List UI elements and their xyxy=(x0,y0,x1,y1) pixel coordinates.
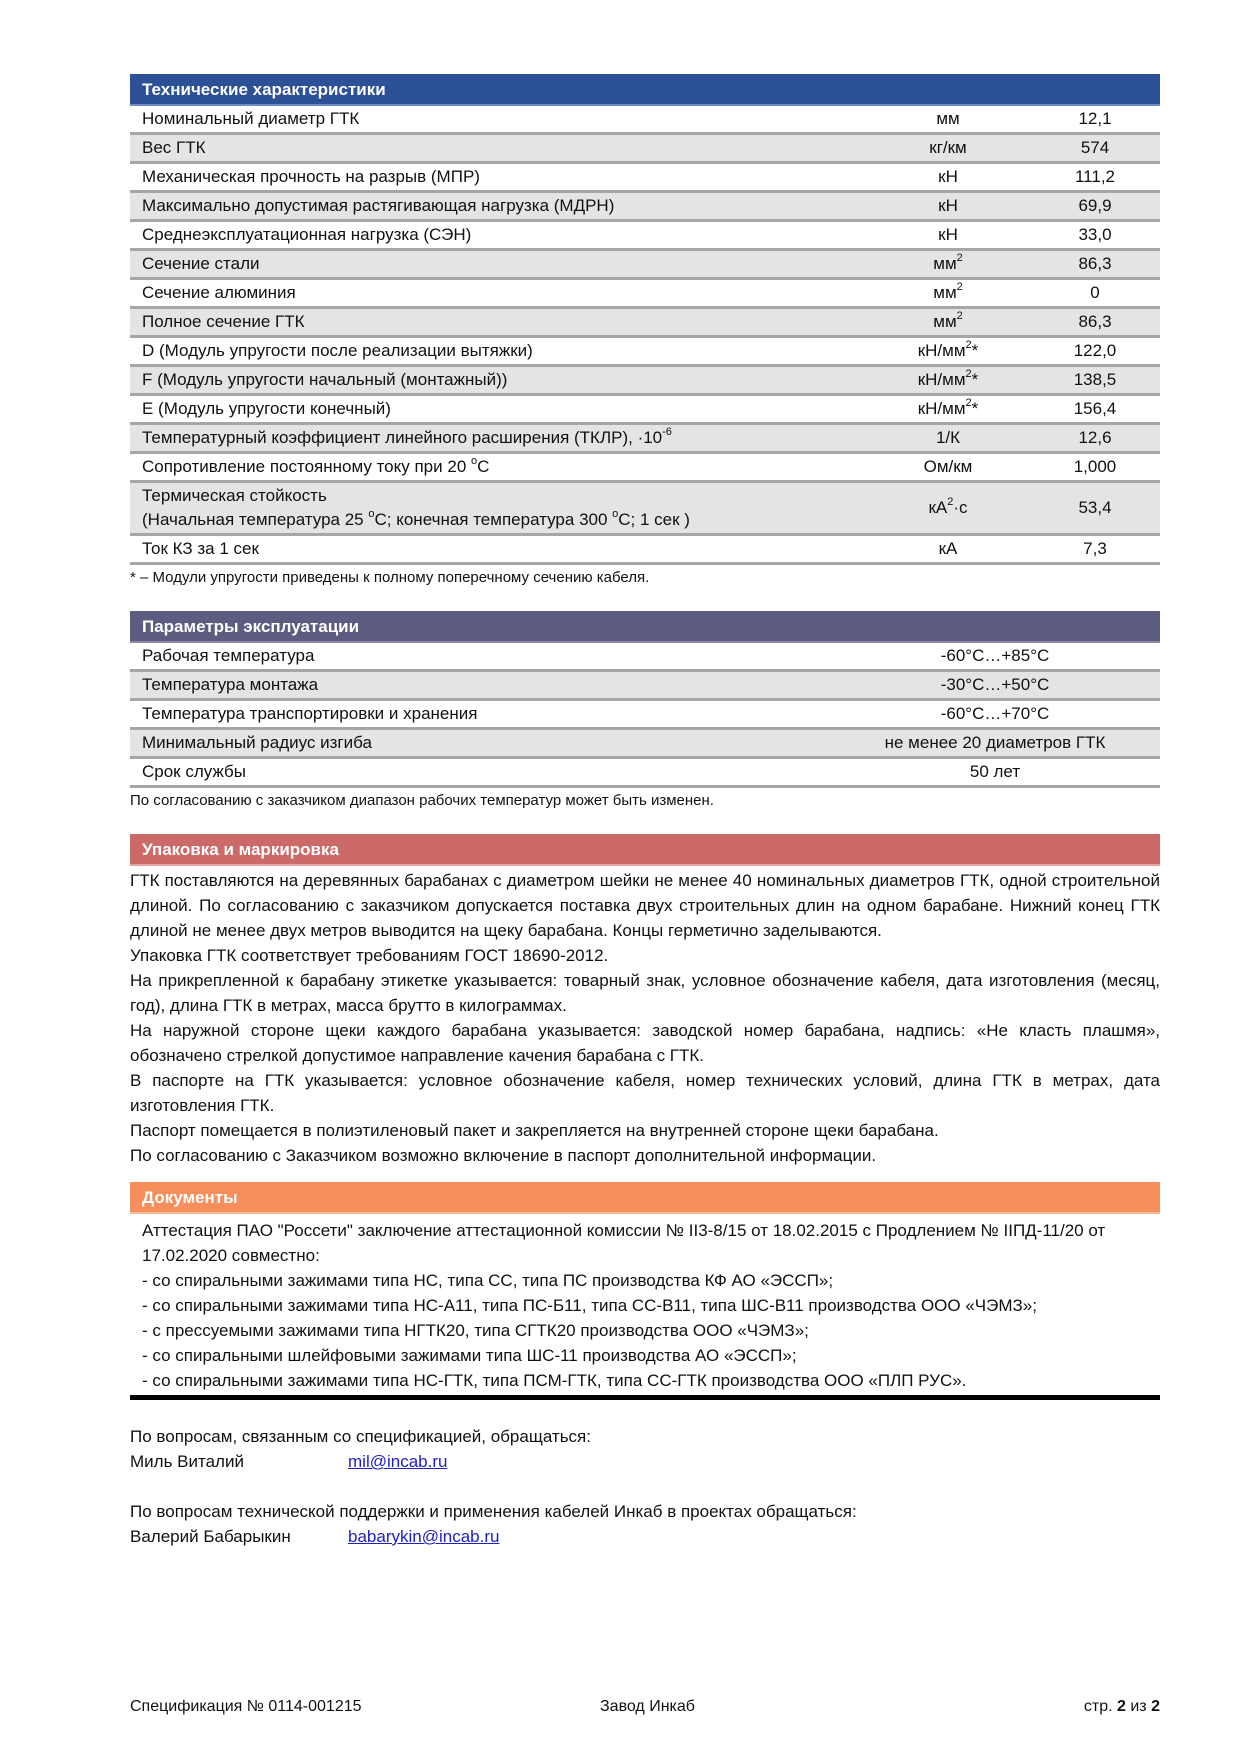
param-value: 111,2 xyxy=(1030,163,1160,192)
documents-line: - со спиральными зажимами типа НС, типа СС, типа ПС производства КФ АО «ЭССП»; xyxy=(142,1271,834,1290)
param-name: Ток КЗ за 1 сек xyxy=(130,535,866,564)
param-value: 33,0 xyxy=(1030,221,1160,250)
table-row xyxy=(130,279,1160,308)
param-value: 53,4 xyxy=(1030,482,1160,535)
table-row xyxy=(130,192,1160,221)
table-row xyxy=(130,395,1160,424)
packaging-paragraph: Упаковка ГТК соответствует требованиям ГОСТ 18690-2012. xyxy=(130,946,609,965)
packaging-paragraph: На прикрепленной к барабану этикетке указывается: товарный знак, условное обозначение кабеля, дата изготовления (месяц, год), длина ГТК в метрах, масса брутто в килограммах. xyxy=(130,971,1160,1015)
param-value: 1,000 xyxy=(1030,453,1160,482)
param-value: -60°C…+85°C xyxy=(830,643,1160,671)
param-unit: кА xyxy=(866,535,1030,564)
param-name: Рабочая температура xyxy=(130,643,830,671)
documents-line: - со спиральными шлейфовыми зажимами типа ШС-11 производства АО «ЭССП»; xyxy=(142,1346,797,1365)
temperature-note: По согласованию с заказчиком диапазон рабочих температур может быть изменен. xyxy=(130,792,714,809)
param-unit: кН xyxy=(866,221,1030,250)
param-value: 86,3 xyxy=(1030,308,1160,337)
table-row xyxy=(130,221,1160,250)
param-name: Температурный коэффициент линейного расширения (ТКЛР), $\cdot 10^{-6}$ xyxy=(130,424,866,453)
param-unit: $кН/мм^2*$ xyxy=(866,395,1030,424)
contacts-block xyxy=(130,1424,1160,1549)
param-value: 12,6 xyxy=(1030,424,1160,453)
param-value: 138,5 xyxy=(1030,366,1160,395)
param-name: Номинальный диаметр ГТК xyxy=(130,106,866,134)
param-unit: кН xyxy=(866,192,1030,221)
param-value: 69,9 xyxy=(1030,192,1160,221)
packaging-paragraph: ГТК поставляются на деревянных барабанах с диаметром шейки не менее 40 номинальных диаметров ГТК, одной строительной длиной. По согласованию с заказчиком допускается поставка двух строительных длин на одном барабане. Нижний конец ГТК длиной не менее двух метров выводится на щеку барабана. Концы герметично заделываются. xyxy=(130,871,1160,940)
packaging-paragraph: По согласованию с Заказчиком возможно включение в паспорт дополнительной информации. xyxy=(130,1146,877,1165)
technical-table xyxy=(130,106,1160,565)
packaging-text xyxy=(130,866,1160,1168)
param-unit: $мм^2$ xyxy=(866,279,1030,308)
spec-contact-name: Миль Виталий xyxy=(130,1452,244,1471)
table-row xyxy=(130,250,1160,279)
page-number: стр. 2 из 2 xyxy=(1083,1698,1160,1715)
param-name: Сечение стали xyxy=(130,250,866,279)
table-row xyxy=(130,134,1160,163)
spec-contact-email-link[interactable]: mil@incab.ru xyxy=(348,1452,448,1471)
param-unit: $кН/мм^2*$ xyxy=(866,366,1030,395)
param-name: F (Модуль упругости начальный (монтажный)) xyxy=(130,366,866,395)
table-row xyxy=(130,535,1160,564)
support-contact-row xyxy=(130,1524,1160,1549)
param-value: 0 xyxy=(1030,279,1160,308)
operation-section-header: Параметры эксплуатации xyxy=(130,611,1160,643)
param-name: Минимальный радиус изгиба xyxy=(130,729,830,758)
param-name: Сопротивление постоянному току при 20 $^о$С xyxy=(130,453,866,482)
param-name: Вес ГТК xyxy=(130,134,866,163)
documents-section-header: Документы xyxy=(130,1182,1160,1214)
param-unit: кН xyxy=(866,163,1030,192)
param-value: 122,0 xyxy=(1030,337,1160,366)
documents-line: Аттестация ПАО "Россети" заключение аттестационной комиссии № II3-8/15 от 18.02.2015 с Продлением № IIПД-11/20 от 17.02.2020 совместно: xyxy=(142,1221,1106,1265)
packaging-section-header: Упаковка и маркировка xyxy=(130,834,1160,866)
param-name: D (Модуль упругости после реализации вытяжки) xyxy=(130,337,866,366)
param-value: -60°C…+70°C xyxy=(830,700,1160,729)
param-unit: $мм^2$ xyxy=(866,250,1030,279)
table-row xyxy=(130,308,1160,337)
operation-table xyxy=(130,643,1160,788)
param-name: Температура монтажа xyxy=(130,671,830,700)
param-name: Максимально допустимая растягивающая нагрузка (МДРН) xyxy=(130,192,866,221)
packaging-paragraph: В паспорте на ГТК указывается: условное обозначение кабеля, номер технических условий, длина ГТК в метрах, дата изготовления ГТК. xyxy=(130,1071,1160,1115)
param-value: не менее 20 диаметров ГТК xyxy=(830,729,1160,758)
param-unit: 1/К xyxy=(866,424,1030,453)
support-contact-intro: По вопросам технической поддержки и применения кабелей Инкаб в проектах обращаться: xyxy=(130,1502,857,1521)
documents-line: - с прессуемыми зажимами типа НГТК20, типа СГТК20 производства ООО «ЧЭМЗ»; xyxy=(142,1321,809,1340)
param-name: Сечение алюминия xyxy=(130,279,866,308)
table-row xyxy=(130,106,1160,134)
table-row xyxy=(130,163,1160,192)
param-name: Среднеэксплуатационная нагрузка (СЭН) xyxy=(130,221,866,250)
param-value: 156,4 xyxy=(1030,395,1160,424)
elasticity-footnote: * – Модули упругости приведены к полному поперечному сечению кабеля. xyxy=(130,569,650,586)
page-footer xyxy=(130,1698,1160,1716)
param-unit: кг/км xyxy=(866,134,1030,163)
table-row xyxy=(130,366,1160,395)
table-row xyxy=(130,700,1160,729)
table-row xyxy=(130,453,1160,482)
spec-contact-intro: По вопросам, связанным со спецификацией, обращаться: xyxy=(130,1427,591,1446)
param-name: Механическая прочность на разрыв (МПР) xyxy=(130,163,866,192)
table-row xyxy=(130,482,1160,535)
documents-text xyxy=(130,1214,1160,1400)
param-name: Полное сечение ГТК xyxy=(130,308,866,337)
param-unit: мм xyxy=(866,106,1030,134)
param-unit: $кА^2\cdot с$ xyxy=(866,482,1030,535)
table-row xyxy=(130,671,1160,700)
table-row xyxy=(130,758,1160,787)
param-value: 50 лет xyxy=(830,758,1160,787)
table-row xyxy=(130,643,1160,671)
param-value: 7,3 xyxy=(1030,535,1160,564)
table-row xyxy=(130,729,1160,758)
packaging-paragraph: На наружной стороне щеки каждого барабана указывается: заводской номер барабана, надпись: «Не класть плашмя», обозначено стрелкой допустимое направление качения барабана с ГТК. xyxy=(130,1021,1160,1065)
param-value: 12,1 xyxy=(1030,106,1160,134)
document-page xyxy=(130,0,1160,1549)
documents-line: - со спиральными зажимами типа НС-А11, типа ПС-Б11, типа СС-В11, типа ШС-В11 производства ООО «ЧЭМЗ»; xyxy=(142,1296,1037,1315)
param-value: -30°C…+50°C xyxy=(830,671,1160,700)
param-name: Термическая стойкость (Начальная температура 25 $^о$С; конечная температура 300 $^о$С; 1 сек ) xyxy=(130,482,866,535)
technical-section-header: Технические характеристики xyxy=(130,74,1160,106)
support-contact-name: Валерий Бабарыкин xyxy=(130,1527,291,1546)
param-unit: Ом/км xyxy=(866,453,1030,482)
param-unit: $кН/мм^2*$ xyxy=(866,337,1030,366)
spec-number: Спецификация № 0114-001215 xyxy=(130,1698,362,1715)
packaging-paragraph: Паспорт помещается в полиэтиленовый пакет и закрепляется на внутренней стороне щеки барабана. xyxy=(130,1121,939,1140)
param-value: 86,3 xyxy=(1030,250,1160,279)
documents-line: - со спиральными зажимами типа НС-ГТК, типа ПСМ-ГТК, типа СС-ГТК производства ООО «ПЛП РУС». xyxy=(142,1371,967,1390)
param-name: Срок службы xyxy=(130,758,830,787)
table-row xyxy=(130,337,1160,366)
param-name: E (Модуль упругости конечный) xyxy=(130,395,866,424)
spec-contact-row xyxy=(130,1449,1160,1474)
param-unit: $мм^2$ xyxy=(866,308,1030,337)
param-value: 574 xyxy=(1030,134,1160,163)
support-contact-email-link[interactable]: babarykin@incab.ru xyxy=(348,1527,500,1546)
param-name: Температура транспортировки и хранения xyxy=(130,700,830,729)
table-row xyxy=(130,424,1160,453)
company-name: Завод Инкаб xyxy=(600,1698,695,1715)
